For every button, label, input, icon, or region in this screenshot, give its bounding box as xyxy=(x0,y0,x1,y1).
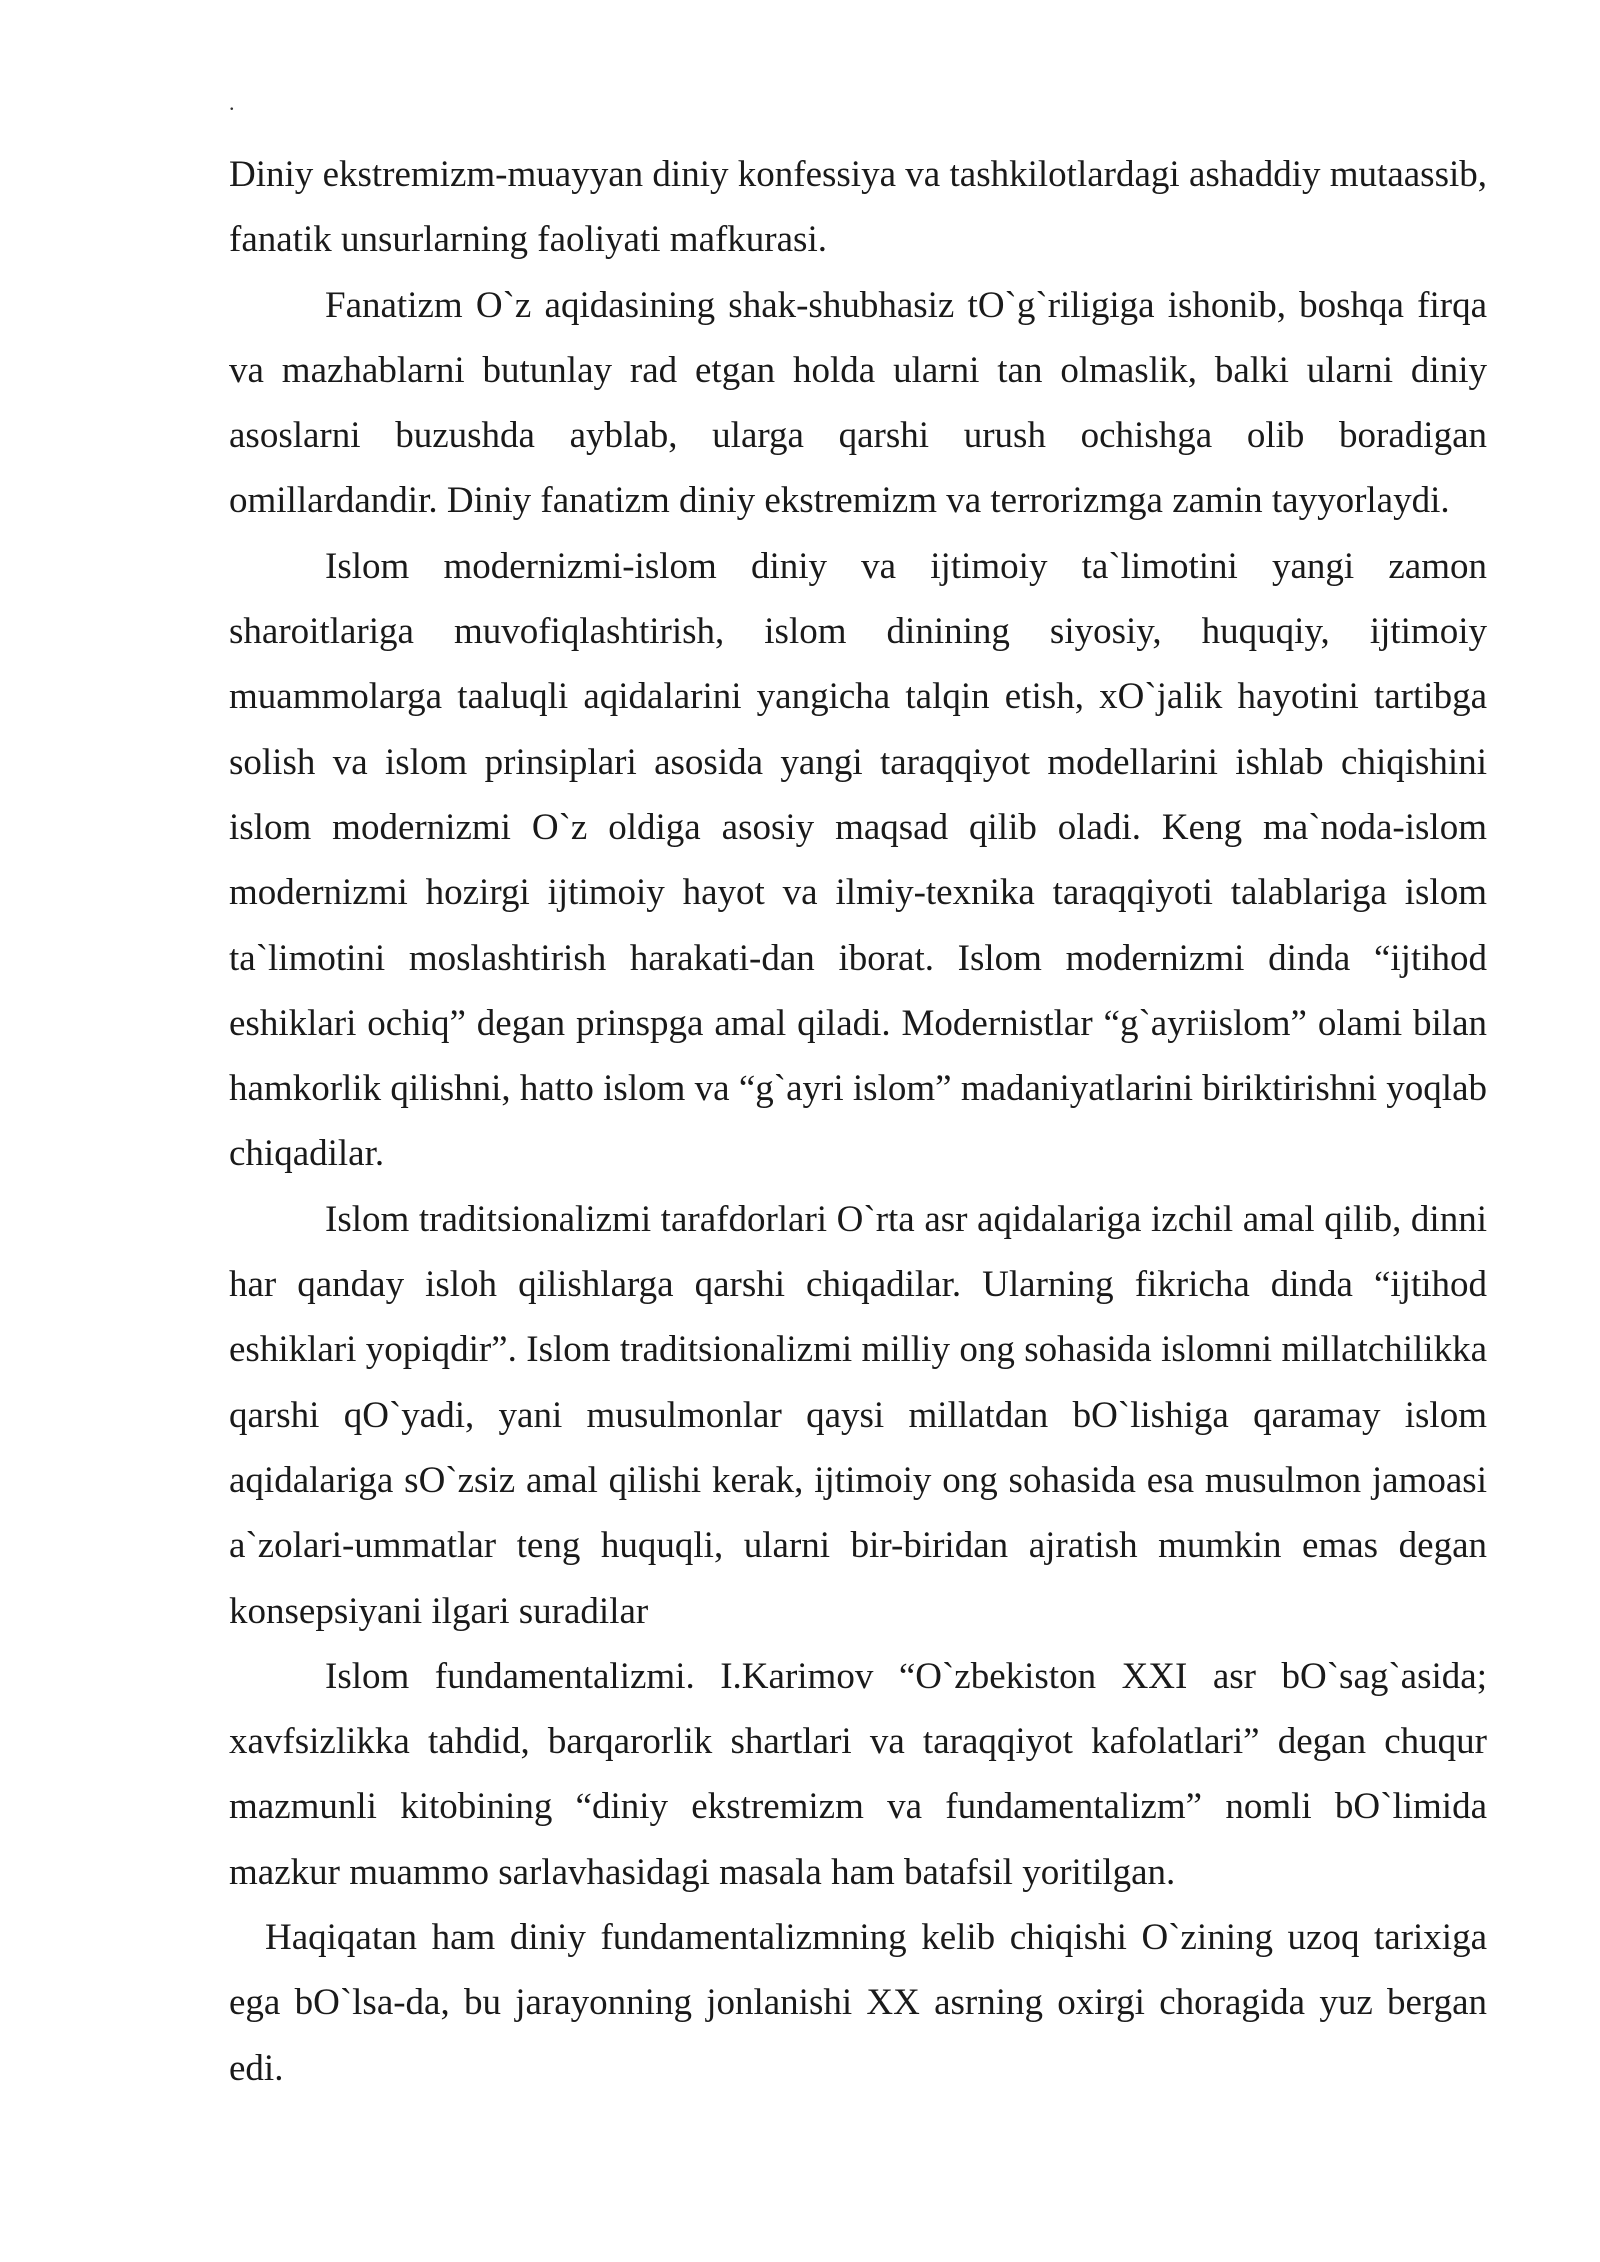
paragraph-haqiqatan: Haqiqatan ham diniy fundamentalizmning kelib chiqishi O`zining uzoq tarixiga ega bO`lsa-da, bu jarayonning jonlanishi XX asrning oxirgi choragida yuz bergan edi. xyxy=(229,1917,1487,2089)
paragraph-islom-fundamentalizmi: Islom fundamentalizmi. I.Karimov “O`zbekiston XXI asr bO`sag`asida; xavfsizlikka tahdid, barqarorlik shartlari va taraqqiyot kafolatlari” degan chuqur mazmunli kitobining “diniy ekstremizm va fundamentalizm” nomli bO`limida mazkur muammo sarlavhasidagi masala ham batafsil yoritilgan. xyxy=(229,1655,1487,1893)
paragraph-fanatizm: Fanatizm O`z aqidasining shak-shubhasiz tO`g`riligiga ishonib, boshqa firqa va mazhablarni butunlay rad etgan holda ularni tan olmaslik, balki ularni diniy asoslarni buzushda ayblab, ularga qarshi urush ochishga olib boradigan omillardandir. Diniy fanatizm diniy ekstremizm va terrorizmga zamin tayyorlaydi. xyxy=(229,284,1487,522)
paragraph-islom-traditsionalizmi: Islom traditsionalizmi tarafdorlari O`rta asr aqidalariga izchil amal qilib, dinni har qanday isloh qilishlarga qarshi chiqadilar. Ularning fikricha dinda “ijtihod eshiklari yopiqdir”. Islom traditsionalizmi milliy ong sohasida islomni millatchilikka qarshi qO`yadi, yani musulmonlar qaysi millatdan bO`lishiga qaramay islom aqidalariga sO`zsiz amal qilishi kerak, ijtimoiy ong sohasida esa musulmon jamoasi a`zolari-ummatlar teng huquqli, ularni bir-biridan ajratish mumkin emas degan konsepsiyani ilgari suradilar xyxy=(229,1198,1487,1632)
document-body xyxy=(229,142,1487,2101)
paragraph-islom-modernizmi: Islom modernizmi-islom diniy va ijtimoiy ta`limotini yangi zamon sharoitlariga muvofiqlashtirish, islom dinining siyosiy, huquqiy, ijtimoiy muammolarga taaluqli aqidalarini yangicha talqin etish, xO`jalik hayotini tartibga solish va islom prinsiplari asosida yangi taraqqiyot modellarini ishlab chiqishini islom modernizmi O`z oldiga asosiy maqsad qilib oladi. Keng ma`noda-islom modernizmi hozirgi ijtimoiy hayot va ilmiy-texnika taraqqiyoti talablariga islom ta`limotini moslashtirish harakati-dan iborat. Islom modernizmi dinda “ijtihod eshiklari ochiq” degan prinspga amal qiladi. Modernistlar “g`ayriislom” olami bilan hamkorlik qilishni, hatto islom va “g`ayri islom” madaniyatlarini biriktirishni yoqlab chiqadilar. xyxy=(229,545,1487,1175)
paragraph-diniy-ekstremizm: Diniy ekstremizm-muayyan diniy konfessiya va tashkilotlardagi ashaddiy mutaassib, fanatik unsurlarning faoliyati mafkurasi. xyxy=(229,154,1487,261)
page-marker: . xyxy=(229,90,235,115)
